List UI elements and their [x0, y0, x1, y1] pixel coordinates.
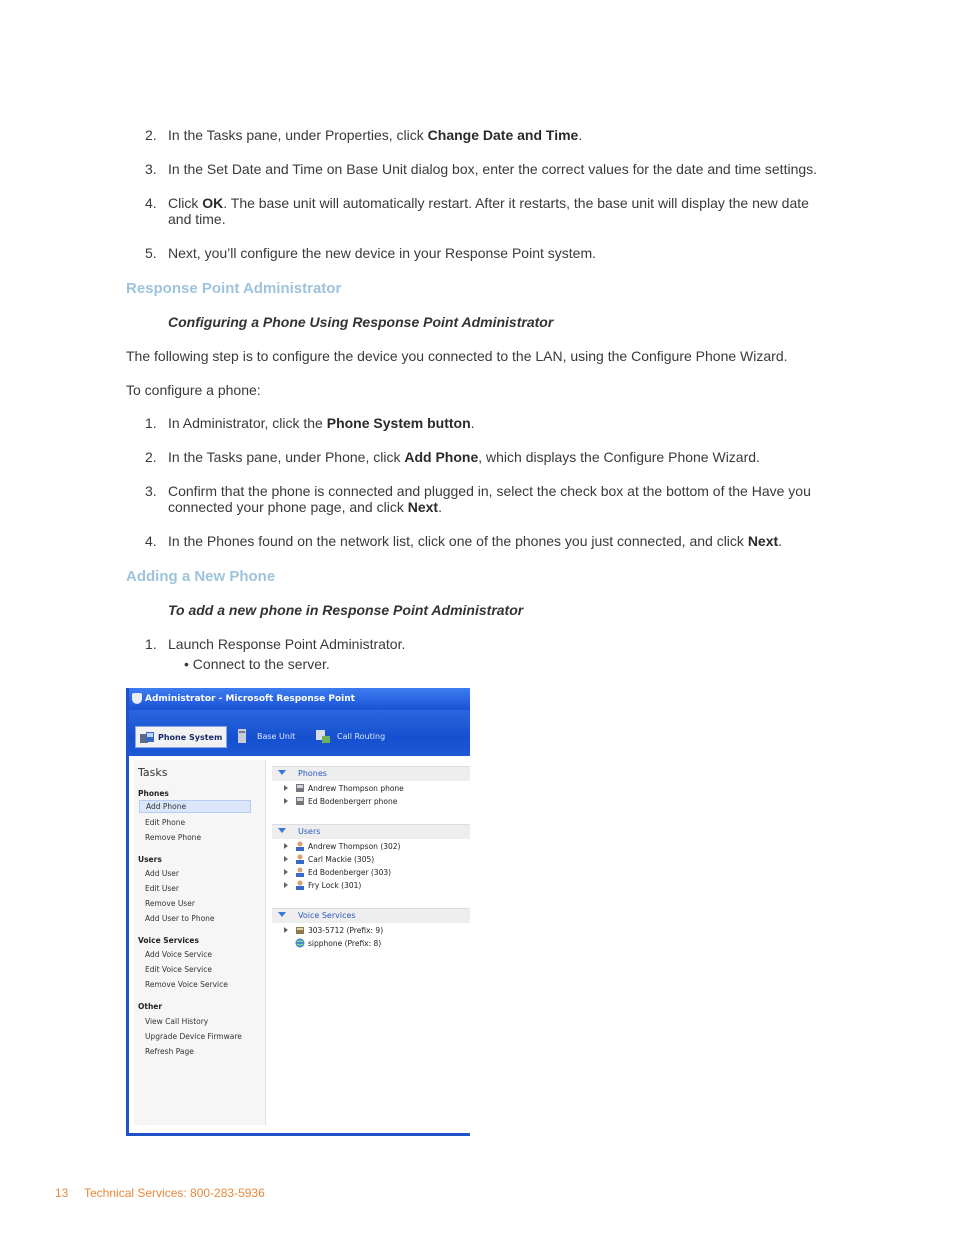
- item-label: Fry Lock (301): [308, 881, 362, 890]
- step-text-pre: In the Set Date and Time on Base Unit dialog box, enter the correct values for the date and time settings.: [168, 161, 818, 177]
- step-number: 3.: [145, 161, 157, 177]
- step-number: 4.: [145, 533, 157, 549]
- step-text: [168, 415, 828, 431]
- item-label: Andrew Thompson phone: [308, 784, 404, 793]
- window-title: Administrator - Microsoft Response Point: [145, 694, 355, 704]
- task-add-voice-service[interactable]: Add Voice Service: [145, 950, 212, 959]
- step-text-pre: Click: [168, 195, 203, 211]
- item-label: Andrew Thompson (302): [308, 842, 401, 851]
- step-number: 3.: [145, 483, 157, 499]
- page-number: 13: [55, 1186, 69, 1200]
- step-text-post: .: [778, 533, 783, 549]
- task-remove-user[interactable]: Remove User: [145, 899, 195, 908]
- item-label: Carl Mackie (305): [308, 855, 375, 864]
- collapse-icon: [278, 770, 286, 775]
- section-subheading: Configuring a Phone Using Response Point Administrator: [168, 314, 554, 330]
- phone-system-button[interactable]: [135, 726, 227, 748]
- section-label: Users: [298, 827, 321, 836]
- expand-arrow-icon: [284, 856, 288, 862]
- call-routing-label: Call Routing: [337, 732, 386, 741]
- task-add-phone[interactable]: Add Phone: [139, 800, 251, 813]
- step-number: 2.: [145, 127, 157, 143]
- step-text: [168, 195, 828, 227]
- task-edit-phone[interactable]: Edit Phone: [145, 818, 186, 827]
- step-text: Launch Response Point Administrator.: [168, 636, 406, 652]
- expand-arrow-icon: [284, 869, 288, 875]
- item-label: Ed Bodenbergerr phone: [308, 797, 398, 806]
- step-text-bold: Change Date and Time: [427, 127, 579, 143]
- step-text: [168, 533, 828, 549]
- task-view-call-history[interactable]: View Call History: [145, 1017, 209, 1026]
- step-number: 2.: [145, 449, 157, 465]
- step-text-post: . The base unit will automatically restart. After it restarts, the base unit will display the new date and time.: [168, 195, 809, 227]
- step-text: [168, 245, 828, 261]
- step-text-bold: Next: [747, 533, 779, 549]
- section-heading: Response Point Administrator: [126, 280, 342, 297]
- phone-icon: [295, 796, 305, 806]
- tasks-pane: [134, 760, 266, 1125]
- step-number: 4.: [145, 195, 157, 211]
- task-upgrade-firmware[interactable]: Upgrade Device Firmware: [145, 1032, 242, 1041]
- step-text: [168, 127, 828, 143]
- step-text-pre: Confirm that the phone is connected and plugged in, select the check box at the bottom of the Have you connected your phone page, and click: [168, 483, 811, 515]
- expand-arrow-icon: [284, 882, 288, 888]
- tasks-section-users: Users: [138, 855, 162, 864]
- step-text-bold: Next: [407, 499, 439, 515]
- pbx-line-icon: [295, 925, 305, 935]
- app-shield-icon: [132, 693, 142, 704]
- step-text: [168, 483, 828, 515]
- item-label: 303-5712 (Prefix: 9): [308, 926, 384, 935]
- step-text-pre: In the Tasks pane, under Phone, click: [168, 449, 405, 465]
- expand-arrow-icon: [284, 798, 288, 804]
- section-users-header[interactable]: [272, 824, 470, 839]
- step-number: 1.: [145, 415, 157, 431]
- section-subheading: To add a new phone in Response Point Administrator: [168, 602, 524, 618]
- user-icon: [295, 854, 305, 864]
- step-text: [168, 449, 828, 465]
- task-remove-phone[interactable]: Remove Phone: [145, 833, 202, 842]
- tasks-title: Tasks: [138, 766, 168, 779]
- task-add-user-to-phone[interactable]: Add User to Phone: [145, 914, 215, 923]
- step-number: 1.: [145, 636, 157, 652]
- window-titlebar: [129, 688, 470, 710]
- footer-text: Technical Services: 800-283-5936: [84, 1186, 265, 1200]
- expand-arrow-icon: [284, 843, 288, 849]
- tasks-section-other: Other: [138, 1002, 163, 1011]
- administrator-window: [126, 688, 470, 1136]
- step-text: [168, 161, 828, 177]
- task-edit-user[interactable]: Edit User: [145, 884, 180, 893]
- step-text-bold: Phone System button: [326, 415, 471, 431]
- task-remove-voice-service[interactable]: Remove Voice Service: [145, 980, 228, 989]
- phone-icon: [295, 783, 305, 793]
- step-text-bold: OK: [202, 195, 224, 211]
- step-text-post: , which displays the Configure Phone Wizard.: [478, 449, 760, 465]
- paragraph: To configure a phone:: [126, 382, 261, 398]
- tasks-section-phones: Phones: [138, 789, 169, 798]
- section-label: Voice Services: [298, 911, 356, 920]
- step-text-pre: In the Phones found on the network list, click one of the phones you just connected, and click: [168, 533, 748, 549]
- item-label: Ed Bodenberger (303): [308, 868, 392, 877]
- task-edit-voice-service[interactable]: Edit Voice Service: [145, 965, 212, 974]
- section-label: Phones: [298, 769, 327, 778]
- tasks-section-voice: Voice Services: [138, 936, 199, 945]
- step-text-pre: In the Tasks pane, under Properties, click: [168, 127, 428, 143]
- step-number: 5.: [145, 245, 157, 261]
- user-icon: [295, 841, 305, 851]
- step-text-bold: Add Phone: [404, 449, 479, 465]
- call-routing-icon: [315, 728, 331, 744]
- step-text-post: .: [578, 127, 583, 143]
- task-refresh-page[interactable]: Refresh Page: [145, 1047, 194, 1056]
- base-unit-icon: [235, 728, 251, 744]
- base-unit-label: Base Unit: [257, 732, 296, 741]
- phone-system-label: Phone System: [158, 733, 223, 742]
- bullet-item: • Connect to the server.: [184, 656, 330, 672]
- section-heading: Adding a New Phone: [126, 568, 276, 585]
- user-icon: [295, 867, 305, 877]
- collapse-icon: [278, 828, 286, 833]
- step-text-post: .: [438, 499, 442, 515]
- section-phones-header[interactable]: [272, 766, 470, 781]
- user-icon: [295, 880, 305, 890]
- expand-arrow-icon: [284, 927, 288, 933]
- collapse-icon: [278, 912, 286, 917]
- phone-system-icon: [139, 729, 155, 745]
- step-text-pre: In Administrator, click the: [168, 415, 327, 431]
- step-text-post: .: [470, 415, 475, 431]
- paragraph: The following step is to configure the device you connected to the LAN, using the Configure Phone Wizard.: [126, 348, 788, 364]
- task-add-user[interactable]: Add User: [145, 869, 179, 878]
- toolbar: [129, 710, 470, 756]
- step-text-pre: Next, you’ll configure the new device in your Response Point system.: [168, 245, 596, 261]
- expand-arrow-icon: [284, 785, 288, 791]
- item-label: sipphone (Prefix: 8): [308, 939, 382, 948]
- section-voice-header[interactable]: [272, 908, 470, 923]
- globe-icon: [295, 938, 305, 948]
